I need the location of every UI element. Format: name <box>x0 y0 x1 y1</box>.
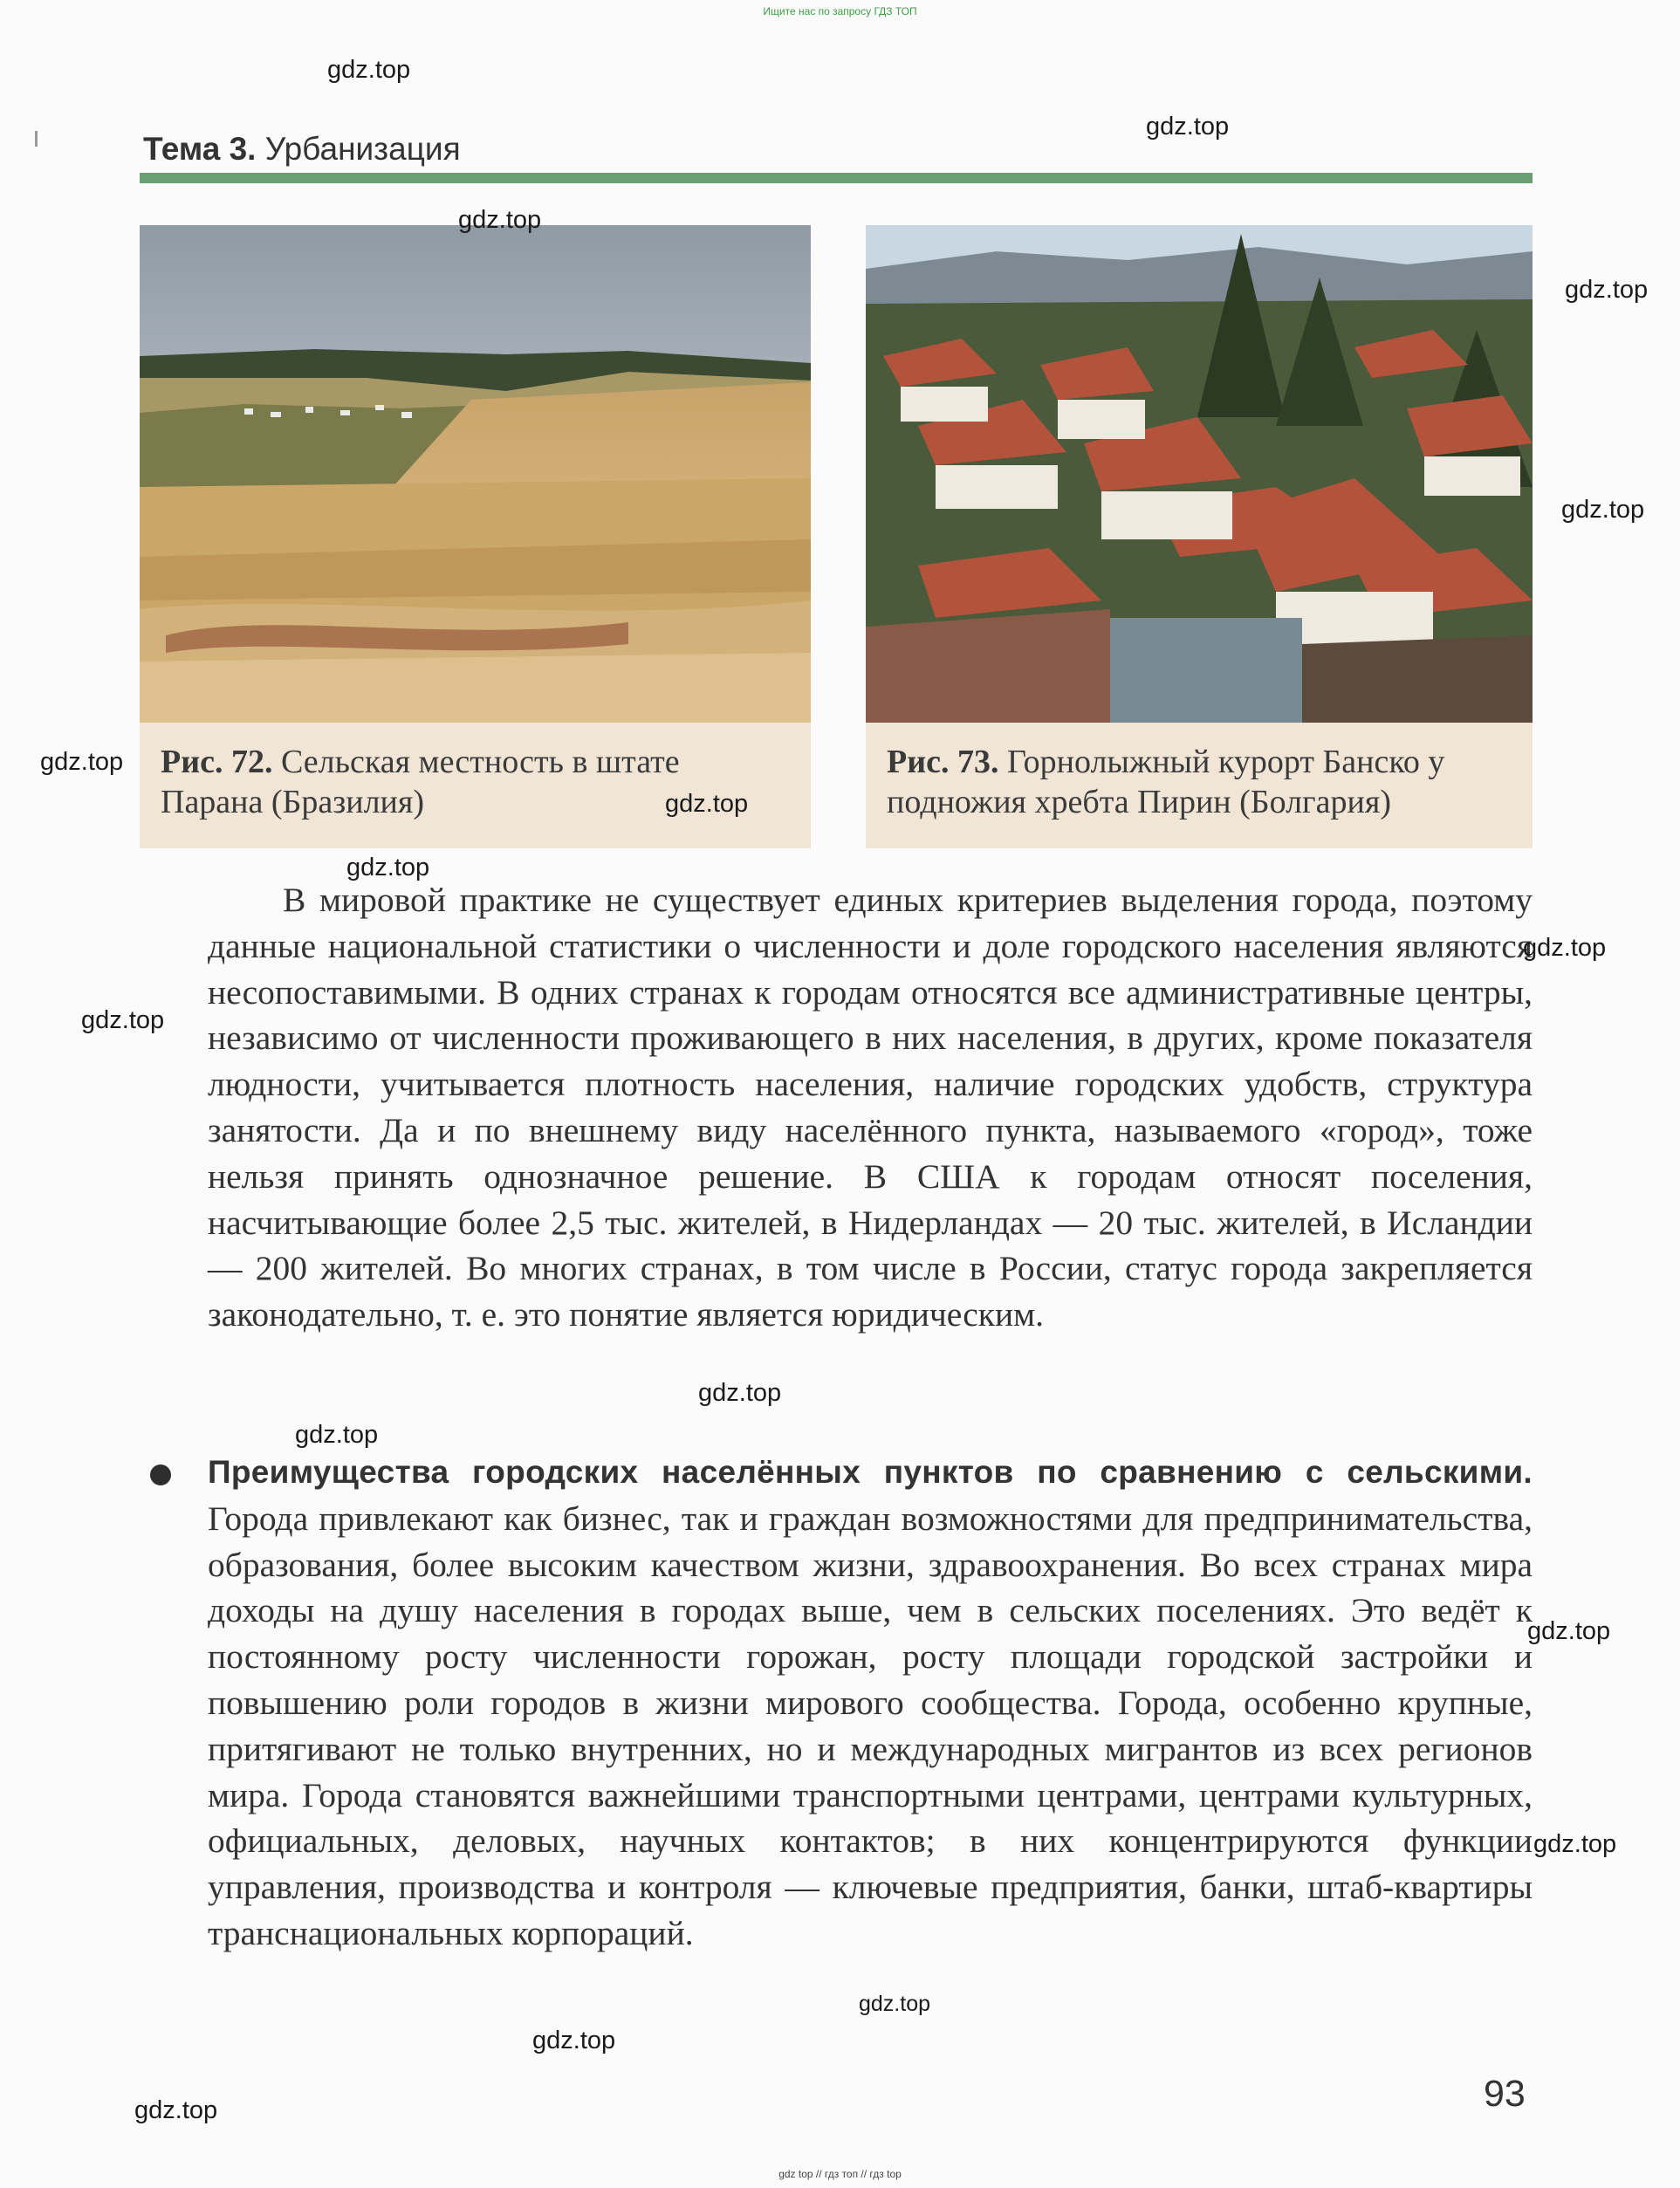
top-banner: Ищите нас по запросу ГДЗ ТОП <box>763 5 917 17</box>
page-header <box>143 131 461 168</box>
figure-72-text: Сельская местность в штате Парана (Бразилия) <box>161 744 680 820</box>
header-rule <box>140 173 1533 183</box>
watermark: gdz.top <box>295 1421 379 1449</box>
figure-72-caption <box>140 723 811 848</box>
watermark: gdz.top <box>327 56 411 84</box>
watermark: gdz.top <box>859 1992 931 2016</box>
watermark: gdz.top <box>458 206 542 234</box>
watermark: gdz.top <box>532 2027 616 2054</box>
bullet-paragraph <box>208 1449 1533 1957</box>
watermark: gdz.top <box>81 1006 165 1034</box>
watermark: gdz.top <box>698 1379 782 1407</box>
ski-resort-town-photo <box>866 225 1533 723</box>
bullet-body: Города привлекают как бизнес, так и граждан возможностями для предпринимательства, образования, более высоким качеством жизни, здравоохранения. Во всех странах мира доходы на душу населения в городах выше, чем в сельских поселениях. Это ведёт к постоянному росту численности горожан, росту площади городской застройки и повышению роли городов в жизни мирового сообщества. Города, особенно крупные, притягивают не только внутренних, но и международных мигрантов из всех регионов мира. Города становятся важнейшими транспортными центрами, центрами культурных, официальных, деловых, научных контактов; в них концентрируются функции управления, производства и контроля — ключевые предприятия, банки, штаб-квартиры транснациональных корпораций. <box>208 1499 1533 1952</box>
bullet-heading: Преимущества городских населённых пунктов по сравнению с сельскими. <box>208 1454 1533 1490</box>
main-paragraph <box>208 877 1533 1338</box>
figure-73-label: Рис. 73. <box>887 744 999 780</box>
watermark: gdz.top <box>1523 934 1607 962</box>
figure-73-text: Горнолыжный курорт Банско у подножия хребта Пирин (Болгария) <box>887 744 1445 820</box>
figure-72-label: Рис. 72. <box>161 744 273 780</box>
watermark: gdz.top <box>1565 276 1649 304</box>
bottom-banner: gdz top // гдз топ // гдз top <box>778 2168 902 2180</box>
watermark: gdz.top <box>1527 1617 1611 1645</box>
watermark: gdz.top <box>134 2096 218 2124</box>
page-number: 93 <box>1484 2073 1526 2115</box>
paragraph-1: В мировой практике не существует единых критериев выделения города, поэтому данные национальной статистики о численности и доле городского населения являются несопоставимыми. В одних странах к городам относятся все административные центры, независимо от численности проживающего в них населения, в других, кроме показателя людности, учитывается плотность населения, наличие городских удобств, структура занятости. Да и по внешнему виду населённого пункта, называемого «город», тоже нельзя принять однозначное решение. В США к городам относят поселения, насчитывающие более 2,5 тыс. жителей, в Нидерландах — 20 тыс. жителей, в Исландии — 200 жителей. Во многих странах, в том числе в России, статус города закрепляется законодательно, т. е. это понятие является юридическим. <box>208 881 1533 1334</box>
margin-mark <box>35 131 38 147</box>
figure-73-caption <box>866 723 1533 848</box>
watermark: gdz.top <box>665 790 749 818</box>
watermark: gdz.top <box>1561 496 1645 524</box>
watermark: gdz.top <box>1533 1830 1617 1858</box>
rural-landscape-photo <box>140 225 811 723</box>
bullet-icon <box>150 1464 171 1485</box>
topic-title: Урбанизация <box>264 131 461 167</box>
watermark: gdz.top <box>346 854 430 881</box>
watermark: gdz.top <box>1146 113 1230 141</box>
topic-label: Тема 3. <box>143 131 257 167</box>
watermark: gdz.top <box>40 748 124 776</box>
